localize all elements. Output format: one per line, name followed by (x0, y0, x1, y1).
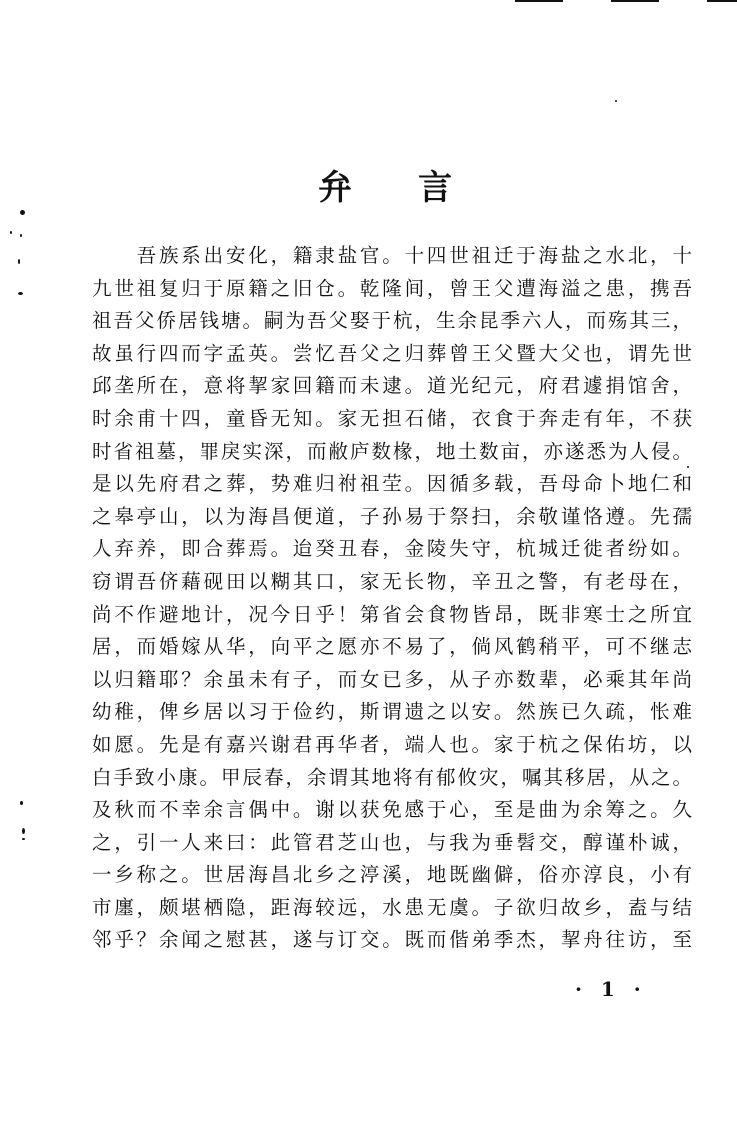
text-line: 祖吾父侨居钱塘。嗣为吾父娶于杭，生余昆季六人，而殇其三， (92, 309, 692, 333)
text-line: 幼稚，俾乡居以习于俭约，斯谓遗之以安。然族已久疏，怅难 (92, 700, 692, 724)
text-line: 窃谓吾侪藉砚田以糊其口，家无长物，辛丑之警，有老母在， (92, 569, 692, 593)
scan-speck (10, 231, 12, 234)
text-line: 市廛，颇堪栖隐，距海较远，水患无虞。子欲归故乡，盍与结 (92, 895, 692, 919)
scan-speck (18, 259, 20, 264)
text-line: 时省祖墓，罪戾实深，而敝庐数椽，地土数亩，亦遂悉为人侵。 (92, 439, 692, 463)
top-edge-rule (515, 0, 563, 2)
text-line: 人弃养，即合葬焉。迨癸丑春，金陵失守，杭城迁徙者纷如。 (92, 537, 692, 561)
text-line: 邱垄所在，意将挈家回籍而未逮。道光纪元，府君遽捐馆舍， (92, 374, 692, 398)
text-line: 如愿。先是有嘉兴谢君再华者，端人也。家于杭之保佑坊，以 (92, 732, 692, 756)
text-line: 之，引一人来曰：此管君芝山也，与我为垂髫交，醇谨朴诚， (92, 830, 692, 854)
scan-speck (20, 801, 23, 805)
text-line: 吾族系出安化，籍隶盐官。十四世祖迁于海盐之水北，十 (92, 244, 692, 267)
text-line: 之皋亭山，以为海昌便道，子孙易于祭扫，余敬谨恪遵。先孺 (92, 504, 692, 528)
text-line: 及秋而不幸余言偶中。谢以获免感于心，至是曲为余筹之。久 (92, 798, 692, 822)
text-line: 九世祖复归于原籍之旧仓。乾隆间，曾王父遭海溢之患，携吾 (92, 276, 692, 300)
text-line: 居，而婚嫁从华，向平之愿亦不易了，倘风鹤稍平，可不继志 (92, 635, 692, 659)
text-line: 白手致小康。甲辰春，余谓其地将有郁攸灾，嘱其移居，从之。 (92, 765, 692, 789)
scan-speck (20, 210, 25, 215)
scan-speck (18, 292, 23, 295)
title-char: 弁 (318, 168, 352, 208)
body-paragraph (92, 240, 692, 957)
scan-speck (22, 828, 25, 834)
top-edge-rule (611, 0, 659, 2)
text-line: 故虽行四而字孟英。尝忆吾父之归葬曾王父暨大父也，谓先世 (92, 341, 692, 365)
text-line: 时余甫十四，童昏无知。家无担石储，衣食于奔走有年，不获 (92, 406, 692, 430)
page-number: · 1 · (575, 977, 647, 1001)
text-line: 一乡称之。世居海昌北乡之渟溪，地既幽僻，俗亦淳良，小有 (92, 863, 692, 887)
text-line: 是以先府君之葬，势难归祔祖茔。因循多载，吾母命卜地仁和 (92, 472, 692, 496)
scan-speck (22, 838, 25, 840)
scan-speck (20, 234, 22, 237)
top-edge-rule (707, 0, 737, 2)
text-line: 以归籍耶？余虽未有子，而女已多，从子亦数辈，必乘其年尚 (92, 667, 692, 691)
text-line: 邻乎？余闻之慰甚，遂与订交。既而偕弟季杰，挈舟往访，至 (92, 928, 692, 952)
title-char: 言 (418, 168, 452, 208)
scan-speck (615, 100, 617, 102)
text-line: 尚不作避地计，况今日乎！第省会食物皆昂，既非寒士之所宜 (92, 602, 692, 626)
